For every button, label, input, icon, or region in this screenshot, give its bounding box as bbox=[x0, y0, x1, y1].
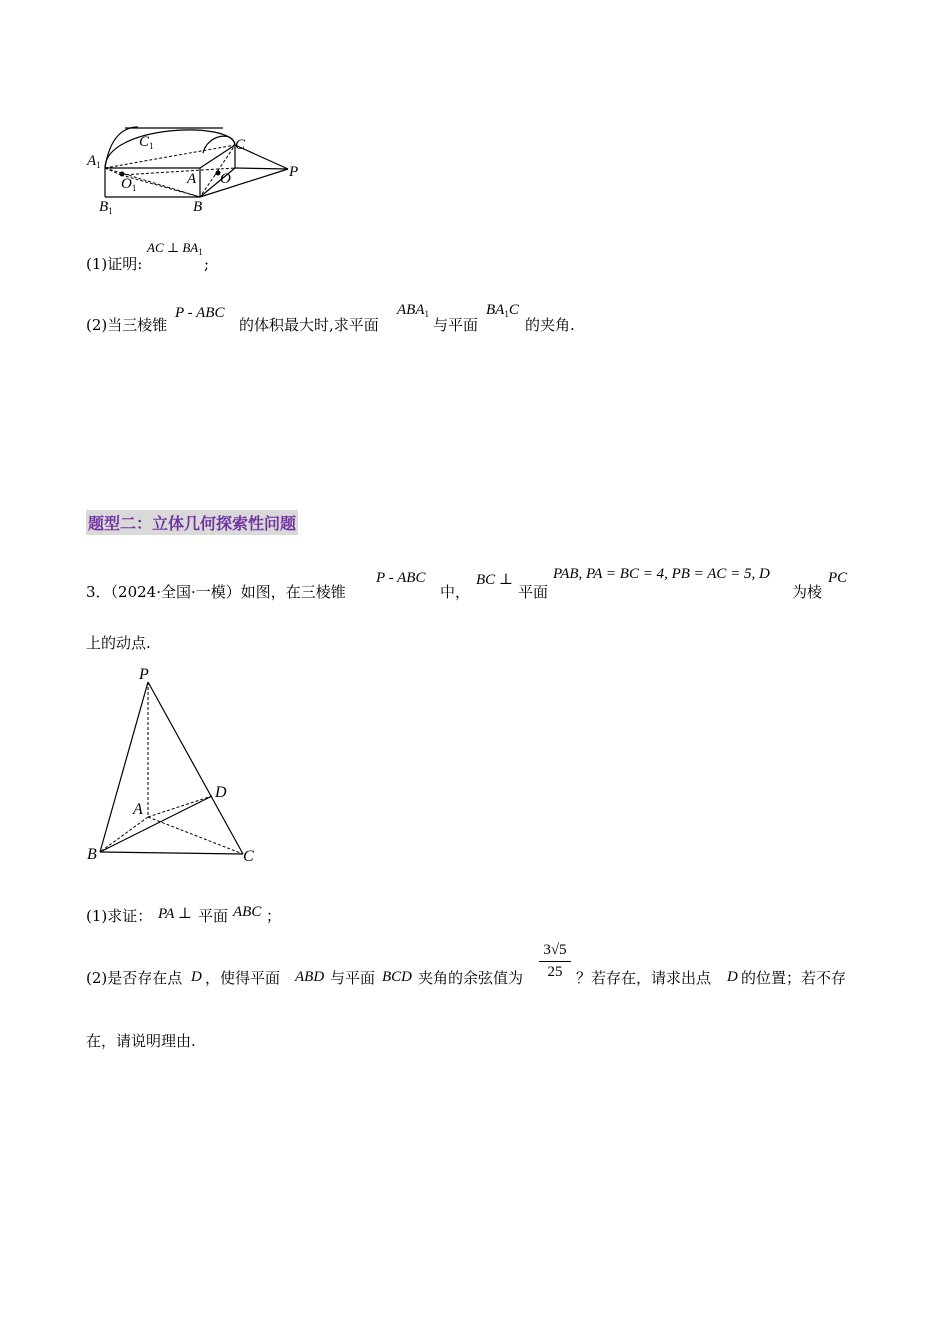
q3-s2-e: ？若存在，请求出点 bbox=[576, 969, 712, 987]
section-heading: 题型二：立体几何探索性问题 bbox=[86, 510, 298, 535]
q3-s2-d: 夹角的余弦值为 bbox=[418, 969, 524, 987]
q2-part2-text3: 与平面 bbox=[433, 316, 479, 334]
q3-s1-text: 平面 bbox=[198, 907, 229, 925]
q3-math3: PAB, PA = BC = 4, PB = AC = 5, D bbox=[553, 566, 770, 582]
label-P: P bbox=[289, 164, 299, 180]
figure-half-cylinder-pyramid bbox=[85, 125, 305, 220]
q2-part2-text4: 的夹角. bbox=[525, 316, 575, 334]
cosine-fraction bbox=[539, 942, 571, 981]
label-C1: $C_1$ bbox=[139, 134, 154, 151]
label-A: A bbox=[187, 171, 197, 187]
label-A2: A bbox=[133, 801, 143, 818]
figure-tetrahedron bbox=[85, 662, 265, 867]
label-B2: B bbox=[87, 846, 97, 863]
label-B: B bbox=[193, 199, 203, 215]
q3-s2-BCD: BCD bbox=[382, 969, 412, 985]
q3-s2-D2: D bbox=[727, 969, 738, 985]
back-arc bbox=[203, 136, 235, 153]
q3-intro: 3．（2024·全国·一模）如图，在三棱锥 bbox=[86, 583, 346, 601]
q3-text2: 中， bbox=[440, 583, 471, 601]
q3-line2: 上的动点. bbox=[86, 634, 151, 652]
label-P2: P bbox=[139, 666, 149, 683]
q3-s1-end: ； bbox=[266, 907, 282, 925]
q3-math4: PC bbox=[828, 570, 848, 586]
q3-s2-c: 与平面 bbox=[330, 969, 376, 987]
q3-s2-D: D bbox=[191, 969, 202, 985]
q3-s1-math2: ABC bbox=[233, 904, 262, 920]
q3-s2-f: 的位置；若不存 bbox=[741, 969, 847, 987]
label-O1: $O_1$ bbox=[121, 176, 137, 193]
q2-part2-label: (2)当三棱锥 bbox=[86, 316, 168, 334]
q2-part2-math2: $ABA_1$ bbox=[397, 302, 429, 319]
q3-s2-line2: 在，请说明理由. bbox=[86, 1032, 196, 1050]
q3-math1: P - ABC bbox=[376, 570, 426, 586]
q2-part2-math1: P - ABC bbox=[175, 305, 225, 321]
label-C2: C bbox=[243, 848, 254, 865]
q2-part2-text2: 的体积最大时,求平面 bbox=[239, 316, 379, 334]
q3-text3: 平面 bbox=[518, 583, 549, 601]
label-C: C bbox=[235, 137, 246, 153]
q3-s2-b: ，使得平面 bbox=[205, 969, 281, 987]
q2-part2-math3: $BA_1C$ bbox=[486, 302, 519, 319]
label-B1: $B_1$ bbox=[99, 199, 113, 216]
q2-part1-end: ; bbox=[204, 255, 210, 273]
fraction-numerator: 3√5 bbox=[543, 942, 567, 958]
q3-text4: 为棱 bbox=[792, 583, 823, 601]
q3-s1-math: PA ⊥ bbox=[158, 906, 192, 922]
q3-s2-ABD: ABD bbox=[295, 969, 325, 985]
fraction-denominator: 25 bbox=[547, 964, 563, 980]
label-D2: D bbox=[215, 784, 227, 801]
q3-s1-label: (1)求证： bbox=[86, 907, 153, 925]
q3-math2: BC ⊥ bbox=[476, 572, 514, 588]
label-A1: $A_1$ bbox=[87, 153, 101, 170]
q2-part1-math: AC ⊥ $BA_1$ bbox=[147, 240, 203, 257]
label-O: O bbox=[220, 171, 231, 187]
q3-s2-a: (2)是否存在点 bbox=[86, 969, 183, 987]
q2-part1: (1)证明: bbox=[86, 255, 143, 273]
